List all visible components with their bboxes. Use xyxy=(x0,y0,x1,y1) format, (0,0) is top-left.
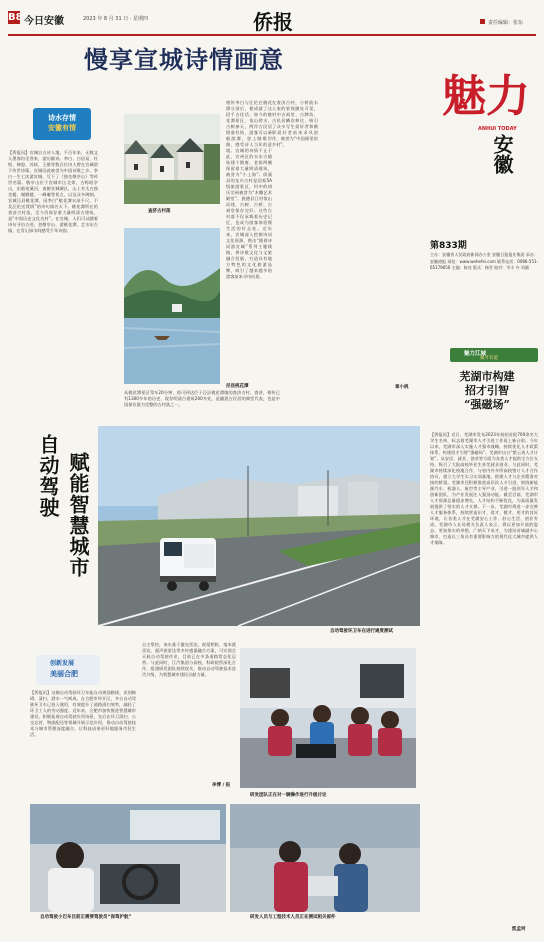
masthead xyxy=(8,6,536,36)
photo-minibus-driver xyxy=(30,804,226,912)
article2-column1: 【侨报讯】这辆自动驾驶环卫车能自动规划路线、识别障碍，清扫、洒水一气呵成。在合肥市经开区，多台自动驾驶环卫车已投入使用，有效提升了道路清扫效率，减轻了环卫工人的劳动强度。近年来，合肥市加快推进智慧城市建设，积极拓展自动驾驶应用场景，先后在环卫清扫、公交运营、物流配送等领域开展示范应用，推动自动驾驶技术与城市管理深度融合，让科技成果更好地服务市民生活。 xyxy=(30,690,136,737)
sidebar-brand xyxy=(430,58,538,234)
square-icon xyxy=(480,19,485,24)
wuhu-headline: 芜湖市构建 招才引智 “强磁场” xyxy=(459,370,515,411)
newspaper-logo: 侨报 xyxy=(253,10,293,34)
wuhu-author: 凯孟珂 xyxy=(512,927,526,932)
photo2b-caption: 研发团队正在对一辆操作进行升级讨论 xyxy=(250,793,327,798)
photo-research-team xyxy=(240,648,416,788)
photo3-caption: 自动驾驶小巴车目前正需要驾驶员“保驾护航” xyxy=(40,915,132,920)
article2-title-col2: 赋能智慧城市 xyxy=(66,452,90,578)
article2-column2: 自主掌控，该车基于激光雷达、视觉相机、毫米波雷达、超声波雷达等多传感器融合方案，可实现全天候自动驾驶作业，目前已在多条道路常态化运营。与此同时，江汽集团与高校、科研院所深化合作，组建研发团队持续攻关，推动自动驾驶技术迭代升级，为智慧城市建设贡献力量。 xyxy=(142,642,236,677)
city-badge: 魅力江城 聚才有道 xyxy=(450,348,538,362)
section-badge-2: 创新发展 美丽合肥 xyxy=(36,655,100,685)
article2-author: 李博 / 报 xyxy=(212,783,231,788)
photo4-caption: 研发人员与工程技术人员正在测试相关部件 xyxy=(250,915,336,920)
section-badge: 诗水存情 安徽有情 xyxy=(33,108,91,140)
brand-big-chars: 安徽 xyxy=(490,134,514,174)
editor-credit: 责任编辑：张东 xyxy=(488,20,524,26)
article1-column1: 【侨报讯】宣城自古诗人地，千百年来，无数文人墨客纷至沓来，游历赋诗。李白、白居易、杜牧、韩愈、苏轼、王维等数百位诗人曾在宣城留下传世诗篇，宣城因此被誉为中国诗歌之乡。李白一生七次游宣城，写下了《独坐敬亭山》等传世名篇。敬亭山位于宣城市区北郊，古称昭亭山，东临宛溪河，南俯宣城城区，山上有太白独坐楼、谢朓楼、一峰庵等景点，以及众多碑刻。宣城泾县桃花潭，因李白“桃花潭水深千尺，不及汪伦送我情”的诗句闻名天下。桃花潭所在的查济古村落，至今仍保存着大量明清古建筑，是“中国历史文化名村”。在宣城，人们可以随着诗句寻访古迹，登敬亭山、游桃花潭、走水东古镇，在青山绿水间感受千年诗韵。 xyxy=(8,150,98,233)
photo1-caption: 查济古村落 xyxy=(148,209,171,214)
wuhu-article: 【侨报讯】近日，芜湖市发布2023年校招首批700余名大学生名单，标志着芜湖市人才引进工作再上新台阶。今年以来，芜湖市深入实施人才强市战略，持续优化人才政策体系，构建招才引智“强磁场”。芜湖市出台“紫云英人才计划”，从安居、就业、创业等方面为各类人才提供全方位支持，吸引了大批高校毕业生来芜就业创业。与此同时，芜湖市持续深化校地合作，与省内外多所高校签订人才合作协议，建立大学生实习实训基地，搭建人才与企业精准对接的桥梁。芜湖市还积极推进高层次人才引进，围绕新能源汽车、机器人、航空等主导产业，引进一批领军人才和创新团队，为产业发展注入强劲动能。截至目前，芜湖市人才资源总量稳步增长，人才结构不断优化，为高质量发展提供了坚实的人才支撑。下一步，芜湖市将进一步完善人才服务体系，持续营造识才、爱才、敬才、用才的良好环境，让各类人才在芜湖安心工作、舒心生活、创业有成。芜湖市人社局相关负责人表示，将以更加开放的姿态、更加务实的举措，广纳天下英才，为建设省域副中心城市、打造长三角具有重要影响力的现代化大城市提供人才保障。 xyxy=(430,432,538,545)
photo1b-caption: 自动驾驶环卫车在进行通度测试 xyxy=(330,629,393,634)
photo2-caption: 泾县桃花潭 xyxy=(226,384,249,389)
article1-column2: 相传李白与汪伦在桃花潭分别后，便成就了这段千古佳话。如今的桃花潭景区，依山傍水，古树参天，两岸古民居错落有致，游客可以乘船游潭，登上踏歌岸阁，感受诗人当年的意境。宣城的诗情不止于此，宣州区的水东古镇始建于隋唐，老街两侧保留着大量明清建筑，被誉为“小上海”；绩溪县的龙川古村是国家5A级旅游景区，村中的胡氏宗祠被誉为“木雕艺术殿堂”。旌德县江村依山而建，古树、古桥、古祠堂保存完好。这些古村落不仅承载着历史记忆，也成为游客体验慢生活的好去处。近年来，宣城深入挖掘诗词文化资源，推出“跟着诗词游宣城”系列主题线路，将诗歌文化与文旅融合发展，打造具有地方特色的文化旅游品牌，吸引了越来越多的游客前来寻诗问景。 xyxy=(226,100,272,279)
headline: 慢享宣城诗情画意 xyxy=(84,45,284,74)
article1-column3: 在查济古村，小桥流水人家的景致随处可见，村中古祠堂、古牌坊、古民居鳞次栉比，吸引了众多写生爱好者和摄影爱好者前来采风创作，被誉为“中国画里的乡村”。 xyxy=(272,100,318,147)
photo-autonomous-sweeper xyxy=(98,426,420,626)
photo-engineers-testing xyxy=(230,804,420,912)
article1-author: 章小桃 xyxy=(395,385,409,390)
photo-ancient-village xyxy=(124,114,220,204)
anhui-today-label: ANHUI TODAY xyxy=(478,126,517,132)
brand-calligraphy: 魅力 xyxy=(442,71,530,122)
issue-number: 第833期 xyxy=(430,241,467,251)
page-number: B8 xyxy=(8,12,23,23)
article2-title-col1: 自动驾驶 xyxy=(36,434,60,518)
photo-peach-pool xyxy=(124,228,220,384)
article1-column-bottom: 从桃花潭景区驾车20分钟，即可到达位于泾县桃花潭镇的查济古村。查济，相传已有1300多年的历史，现存明清古建筑200多处，是徽派古民居的典型代表，也是中国保存最为完整的古村落之一。 xyxy=(124,390,280,407)
section-name: 今日安徽 xyxy=(24,16,64,27)
masthead-info: 主办：安徽省人民政府新闻办公室 安徽日报报业集团 承办：安徽商报 网址：www.wehefei.com 联系电话：0086-551-65179656 主编：陈亮 版式：杨雪 校对：韦丰 卉 刘湘 xyxy=(430,252,538,270)
issue-date: 2023 年 8 月 31 日 · 星期四 xyxy=(83,16,148,22)
